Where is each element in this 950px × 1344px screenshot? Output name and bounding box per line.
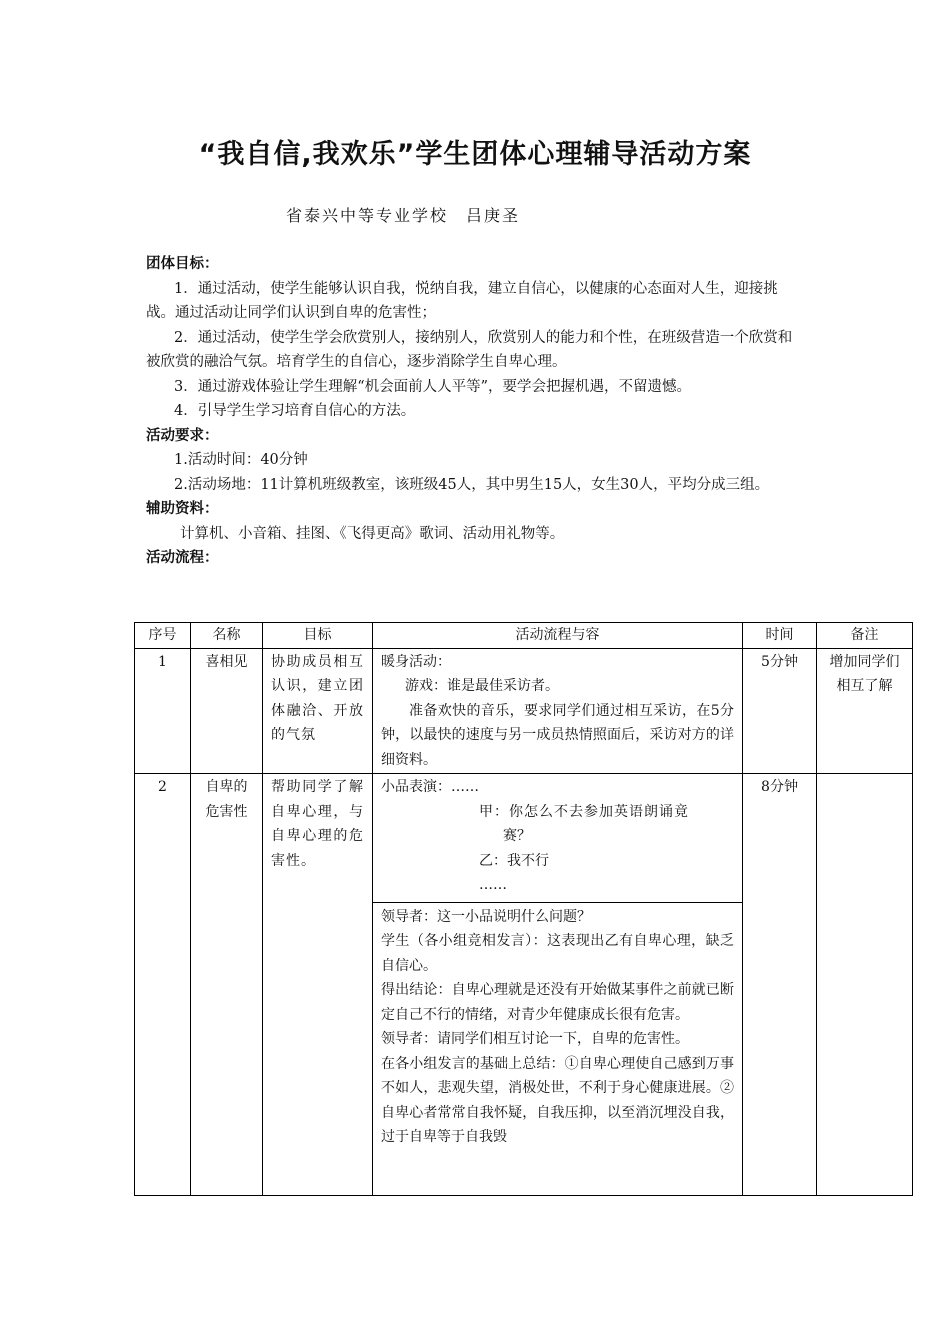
header-time: 时间 <box>743 623 817 649</box>
requirement-item: 1.活动时间：40分钟 <box>174 452 308 468</box>
skit-line: 赛？ <box>503 828 531 844</box>
author-line: 省泰兴中等专业学校 吕庚圣 <box>286 206 521 225</box>
flow-line: 在各小组发言的基础上总结：①自卑心理使自己感到万事不如人，悲观失望，消极处世，不利于身心健康进展。②自卑心者常常自我怀疑，自我压抑，以至消沉埋没自我，过于自卑等于自我毁 <box>381 1055 734 1145</box>
requirement-item: 2.活动场地：11计算机班级教室，该班级45人，其中男生15人，女生30人，平均分成三组。 <box>174 476 770 493</box>
header-note: 备注 <box>817 623 913 649</box>
flow-line: 准备欢快的音乐，要求同学们通过相互采访，在5分钟，以最快的速度与另一成员热情照面后，采访对方的详细资料。 <box>381 702 734 768</box>
row-goal: 帮助同学了解自卑心理，与自卑心理的危害性。 <box>263 774 373 1196</box>
flow-line: 领导者：这一小品说明什么问题？ <box>381 908 591 925</box>
flow-line: 暖身活动： <box>381 653 451 670</box>
goal-item: 3．通过游戏体验让学生理解“机会面前人人平等”，要学会把握机遇，不留遗憾。 <box>174 378 692 395</box>
row-flow <box>373 648 743 774</box>
row-time: 5分钟 <box>743 648 817 774</box>
row-no: 2 <box>135 774 191 1196</box>
skit-line: 乙：我不行 <box>479 852 549 869</box>
flow-line: 学生（各小组竞相发言）：这表现出乙有自卑心理，缺乏自信心。 <box>381 933 734 974</box>
skit-line: …… <box>479 877 507 893</box>
document-body <box>146 252 806 571</box>
goal-item: 1．通过活动，使学生能够认识自我，悦纳自我，建立自信心，以健康的心态面对人生，迎接挑战。通过活动让同学们认识到自卑的危害性； <box>146 280 778 321</box>
header-goal: 目标 <box>263 623 373 649</box>
goals-heading: 团体目标： <box>146 256 219 272</box>
row-flow <box>373 774 743 1196</box>
materials-text: 计算机、小音箱、挂图、《飞得更高》歌词、活动用礼物等。 <box>180 525 565 542</box>
table-header-row <box>135 623 913 649</box>
row-time: 8分钟 <box>743 774 817 1196</box>
header-flow: 活动流程与容 <box>373 623 743 649</box>
header-name: 名称 <box>191 623 263 649</box>
flow-heading: 活动流程： <box>146 550 219 566</box>
table-row <box>135 648 913 774</box>
flow-line: 得出结论：自卑心理就是还没有开始做某事件之前就已断定自己不行的情绪，对青少年健康成长很有危害。 <box>381 982 734 1023</box>
page-title: “我自信,我欢乐”学生团体心理辅导活动方案 <box>198 139 752 170</box>
row-name: 喜相见 <box>191 648 263 774</box>
flow-line: 游戏：谁是最佳采访者。 <box>405 678 559 694</box>
materials-heading: 辅助资料： <box>146 501 219 517</box>
skit-line: 甲：你怎么不去参加英语朗诵竟 <box>479 803 689 820</box>
goal-item: 2．通过活动，使学生学会欣赏别人，接纳别人，欣赏别人的能力和个性，在班级营造一个欣赏和被欣赏的融洽气氛。培育学生的自信心，逐步消除学生自卑心理。 <box>146 329 793 370</box>
row-note <box>817 774 913 1196</box>
skit-title: 小品表演：…… <box>381 779 479 795</box>
goal-item: 4．引导学生学习培育自信心的方法。 <box>174 403 416 419</box>
activity-table <box>134 622 913 1196</box>
flow-divider <box>373 902 742 903</box>
requirements-heading: 活动要求： <box>146 427 219 444</box>
header-no: 序号 <box>135 623 191 649</box>
row-name: 自卑的危害性 <box>191 774 263 1196</box>
row-goal: 协助成员相互认识，建立团体融洽、开放的气氛 <box>263 648 373 774</box>
flow-line: 领导者：请同学们相互讨论一下，自卑的危害性。 <box>381 1031 689 1047</box>
row-note: 增加同学们相互了解 <box>817 648 913 774</box>
table-row <box>135 774 913 1196</box>
row-no: 1 <box>135 648 191 774</box>
